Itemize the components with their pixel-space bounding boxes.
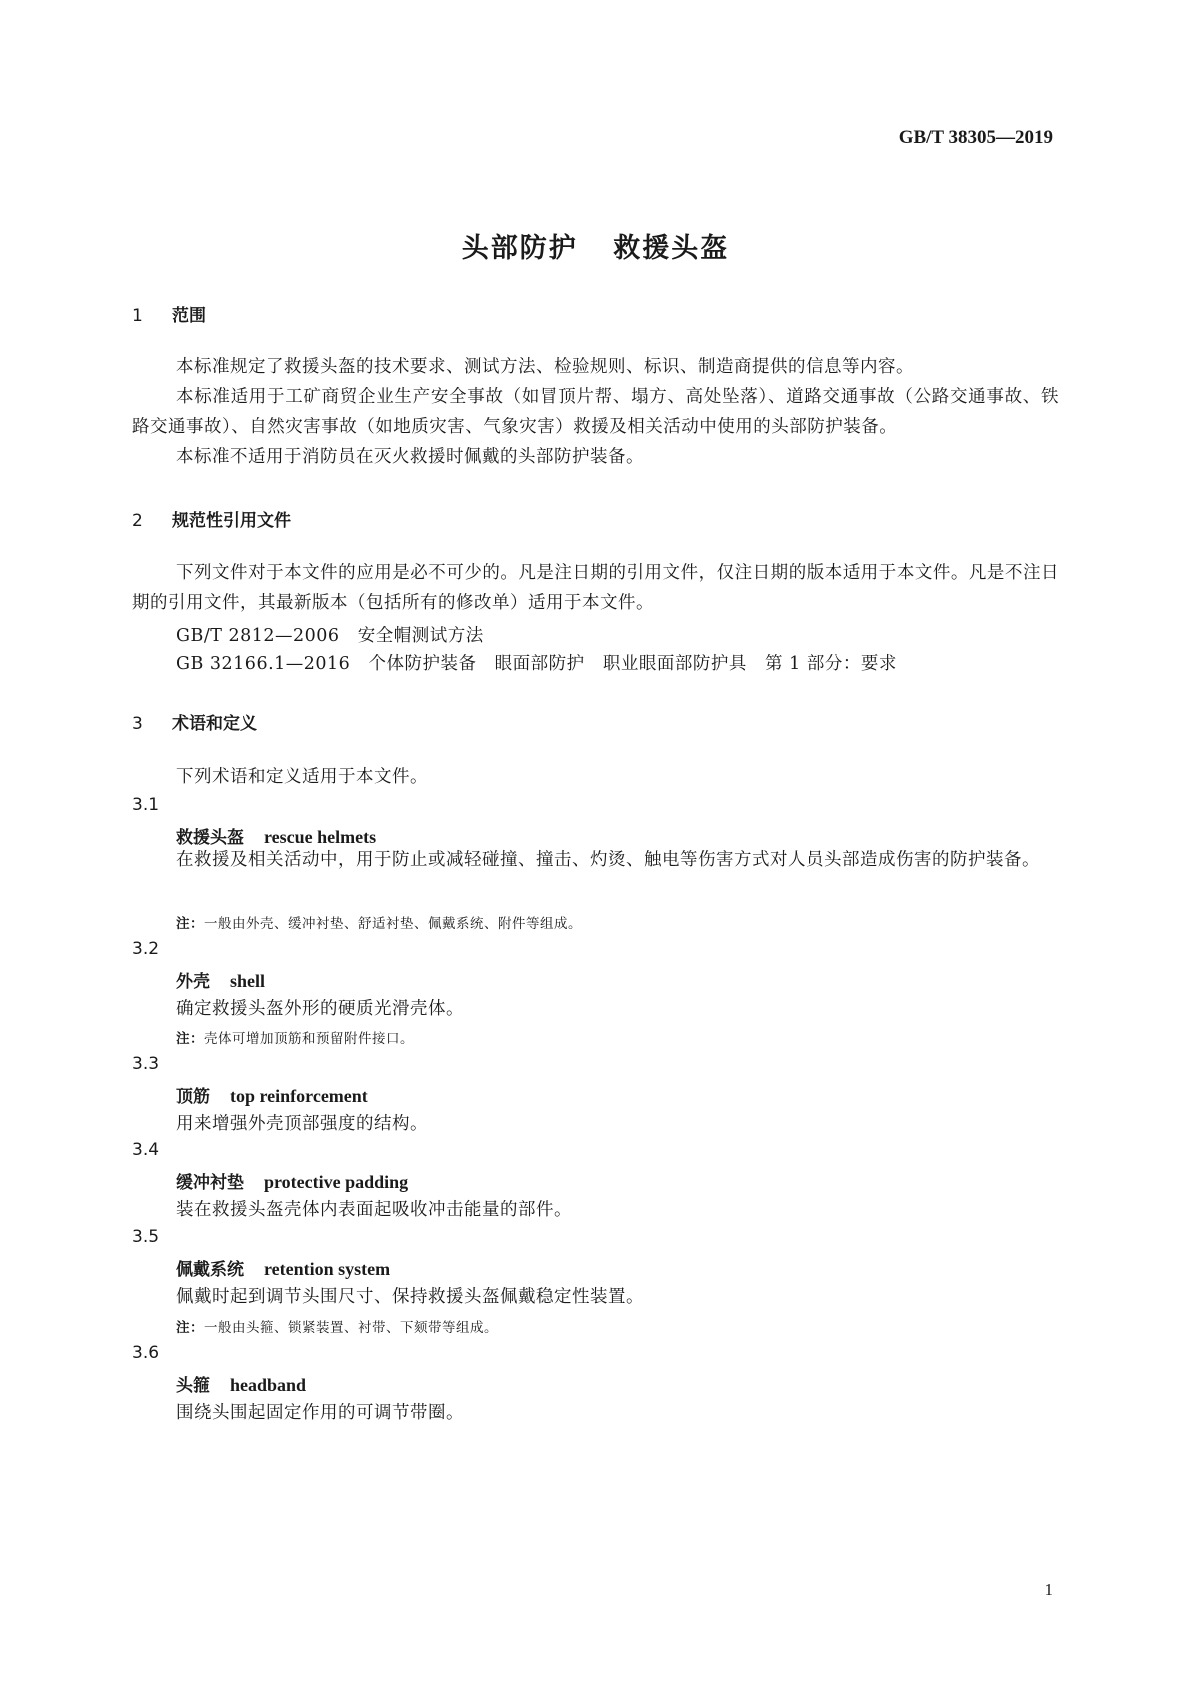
note-text: 壳体可增加顶筋和预留附件接口。 xyxy=(204,1031,414,1047)
term-en: protective padding xyxy=(264,1172,409,1192)
term-heading xyxy=(176,1168,408,1193)
paragraph: 本标准不适用于消防员在灭火救援时佩戴的头部防护装备。 xyxy=(176,447,644,467)
term-en: shell xyxy=(230,971,266,991)
term-heading xyxy=(176,1082,368,1107)
term-zh: 救援头盔 xyxy=(176,828,244,848)
term-zh: 外壳 xyxy=(176,972,210,992)
section-intro: 下列术语和定义适用于本文件。 xyxy=(176,767,428,787)
clause-number: 3.2 xyxy=(132,939,160,959)
term-definition: 在救援及相关活动中，用于防止或减轻碰撞、撞击、灼烫、触电等伤害方式对人员头部造成伤害的防护装备。 xyxy=(176,850,1040,870)
term-zh: 缓冲衬垫 xyxy=(176,1173,244,1193)
term-note xyxy=(176,1316,498,1336)
section-title: 范围 xyxy=(172,306,206,326)
note-text: 一般由头箍、锁紧装置、衬带、下颏带等组成。 xyxy=(204,1320,498,1336)
term-definition: 用来增强外壳顶部强度的结构。 xyxy=(176,1114,428,1134)
section-number: 1 xyxy=(132,306,143,326)
term-zh: 头箍 xyxy=(176,1376,210,1396)
paragraph: 本标准规定了救援头盔的技术要求、测试方法、检验规则、标识、制造商提供的信息等内容。 xyxy=(176,357,914,377)
page-number: 1 xyxy=(1044,1580,1053,1599)
paragraph: 下列文件对于本文件的应用是必不可少的。凡是注日期的引用文件，仅注日期的版本适用于本文件。凡是不注日期的引用文件，其最新版本（包括所有的修改单）适用于本文件。 xyxy=(132,563,1059,613)
clause-number: 3.4 xyxy=(132,1140,160,1160)
term-note xyxy=(176,1027,414,1047)
term-heading xyxy=(176,1255,390,1280)
paragraph: 本标准适用于工矿商贸企业生产安全事故（如冒顶片帮、塌方、高处坠落）、道路交通事故（公路交通事故、铁路交通事故）、自然灾害事故（如地质灾害、气象灾害）救援及相关活动中使用的头部防护装备。 xyxy=(132,387,1059,437)
term-heading xyxy=(176,1371,306,1396)
term-en: top reinforcement xyxy=(230,1086,368,1106)
term-en: headband xyxy=(230,1375,307,1395)
note-label: 注： xyxy=(176,1320,204,1336)
section-1-heading xyxy=(132,301,206,326)
term-definition: 确定救援头盔外形的硬质光滑壳体。 xyxy=(176,999,464,1019)
term-zh: 顶筋 xyxy=(176,1087,210,1107)
note-text: 一般由外壳、缓冲衬垫、舒适衬垫、佩戴系统、附件等组成。 xyxy=(204,916,582,932)
term-definition: 装在救援头盔壳体内表面起吸收冲击能量的部件。 xyxy=(176,1200,572,1220)
section-number: 3 xyxy=(132,714,143,734)
note-label: 注： xyxy=(176,1031,204,1047)
section-3-heading xyxy=(132,709,257,734)
term-en: retention system xyxy=(264,1259,391,1279)
section-number: 2 xyxy=(132,511,143,531)
clause-number: 3.3 xyxy=(132,1054,160,1074)
document-title: 头部防护 救援头盔 xyxy=(461,233,730,264)
clause-number: 3.5 xyxy=(132,1227,160,1247)
term-en: rescue helmets xyxy=(264,827,377,847)
term-definition: 围绕头围起固定作用的可调节带圈。 xyxy=(176,1403,464,1423)
term-definition: 佩戴时起到调节头围尺寸、保持救援头盔佩戴稳定性装置。 xyxy=(176,1287,644,1307)
term-zh: 佩戴系统 xyxy=(176,1260,244,1280)
section-2-heading xyxy=(132,506,291,531)
section-title: 术语和定义 xyxy=(172,714,257,734)
reference-item: GB 32166.1—2016 个体防护装备 眼面部防护 职业眼面部防护具 第 1 部分：要求 xyxy=(176,654,897,674)
clause-number: 3.1 xyxy=(132,795,160,815)
clause-number: 3.6 xyxy=(132,1343,160,1363)
section-title: 规范性引用文件 xyxy=(172,511,291,531)
reference-item: GB/T 2812—2006 安全帽测试方法 xyxy=(176,626,484,646)
term-heading xyxy=(176,967,265,992)
note-label: 注： xyxy=(176,916,204,932)
term-note xyxy=(176,912,582,932)
standard-code: GB/T 38305—2019 xyxy=(898,127,1053,148)
